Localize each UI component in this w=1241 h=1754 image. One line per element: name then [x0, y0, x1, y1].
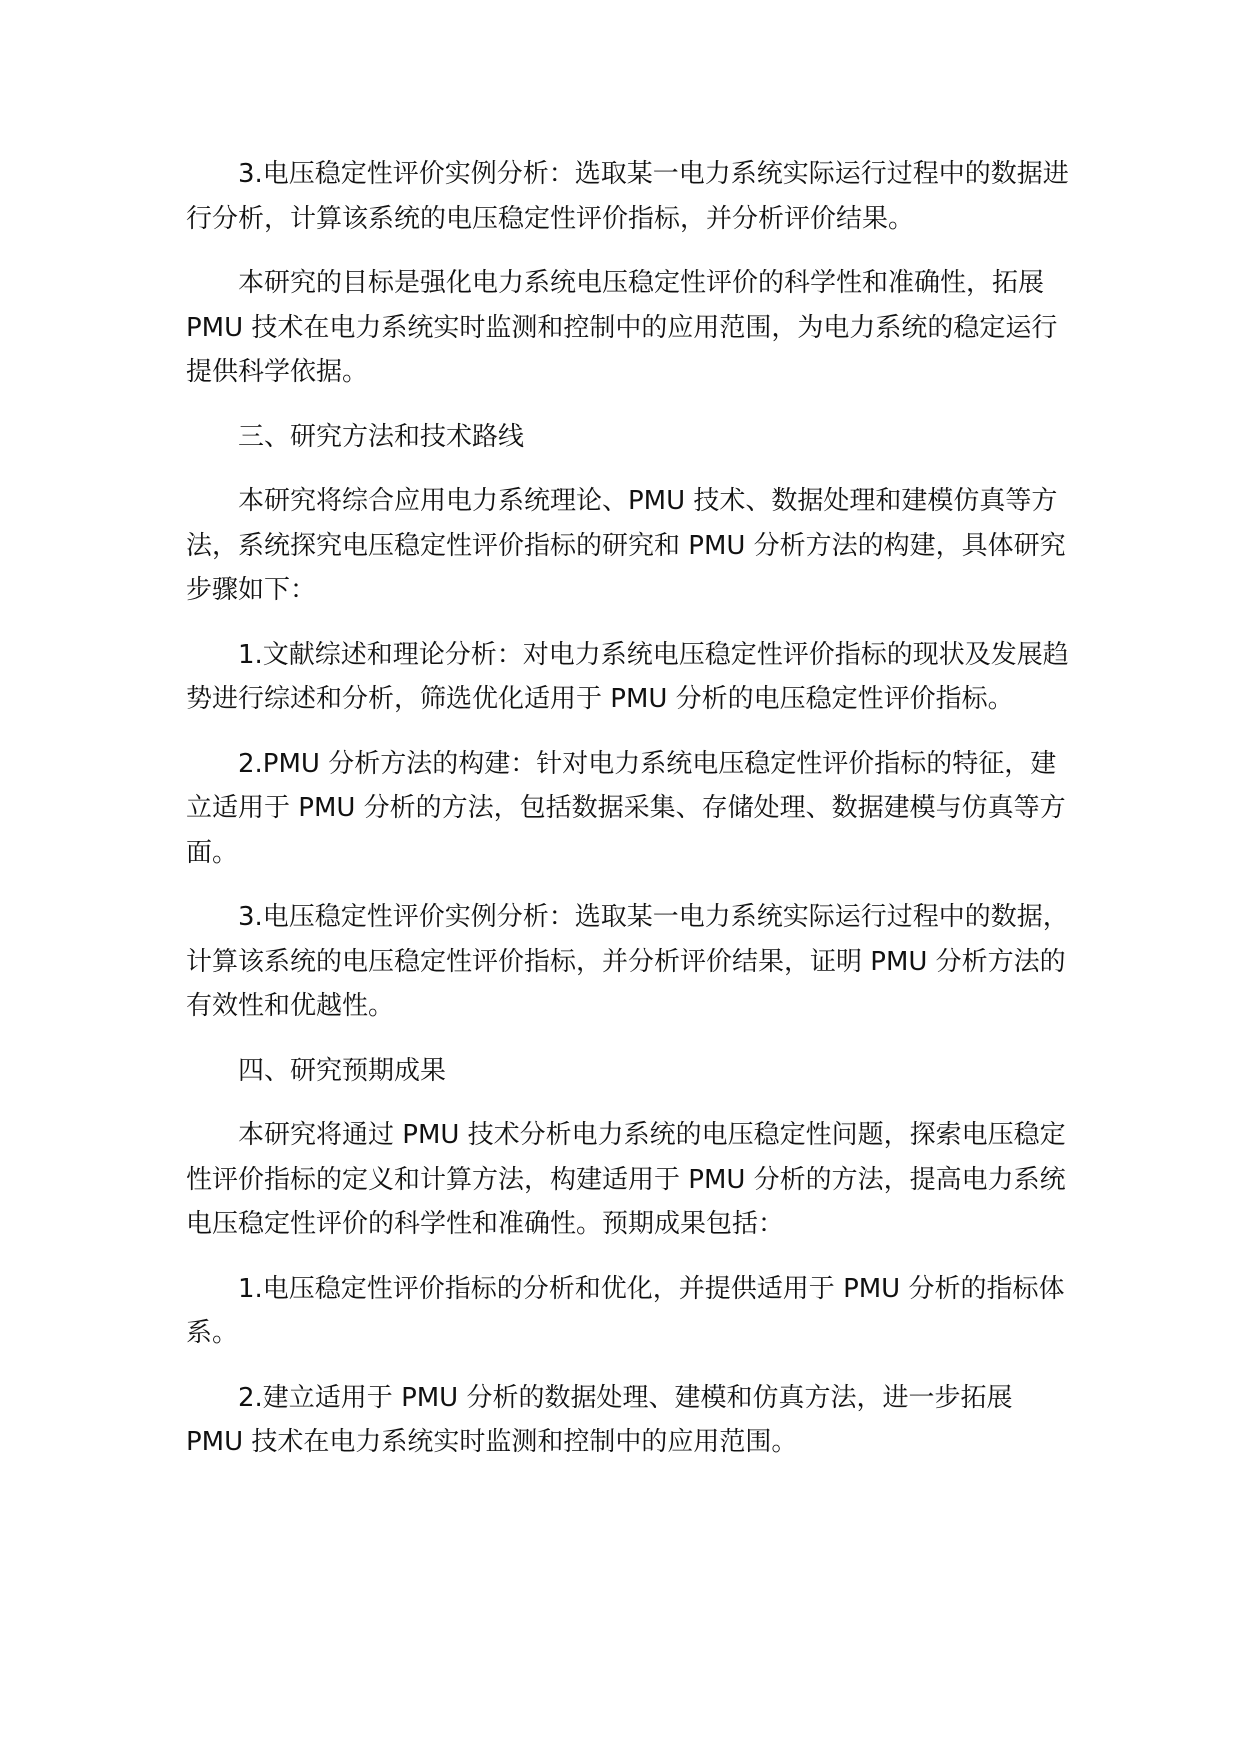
- paragraph-methods-overview: 本研究将综合应用电力系统理论、PMU 技术、数据处理和建模仿真等方法，系统探究电压稳定性评价指标的研究和 PMU 分析方法的构建，具体研究步骤如下：: [186, 486, 1066, 605]
- paragraph-step-case-analysis: 3.电压稳定性评价实例分析：选取某一电力系统实际运行过程中的数据，计算该系统的电压稳定性评价指标，并分析评价结果，证明 PMU 分析方法的有效性和优越性。: [186, 902, 1069, 1021]
- document-body: [186, 152, 1076, 1485]
- paragraph-expected-results-overview: 本研究将通过 PMU 技术分析电力系统的电压稳定性问题，探索电压稳定性评价指标的定义和计算方法，构建适用于 PMU 分析的方法，提高电力系统电压稳定性评价的科学性和准确性。预期成果包括：: [186, 1120, 1066, 1239]
- paragraph-step-literature-review: 1.文献综述和理论分析：对电力系统电压稳定性评价指标的现状及发展趋势进行综述和分析，筛选优化适用于 PMU 分析的电压稳定性评价指标。: [186, 639, 1069, 714]
- paragraph-step-pmu-method: 2.PMU 分析方法的构建：针对电力系统电压稳定性评价指标的特征，建立适用于 PMU 分析的方法，包括数据采集、存储处理、数据建模与仿真等方面。: [186, 748, 1066, 868]
- paragraph-result-indicator-system: 1.电压稳定性评价指标的分析和优化，并提供适用于 PMU 分析的指标体系。: [186, 1273, 1065, 1348]
- paragraph-result-methods: 2.建立适用于 PMU 分析的数据处理、建模和仿真方法，进一步拓展 PMU 技术在电力系统实时监测和控制中的应用范围。: [186, 1382, 1013, 1457]
- paragraph-case-analysis-intro: 3.电压稳定性评价实例分析：选取某一电力系统实际运行过程中的数据进行分析，计算该系统的电压稳定性评价指标，并分析评价结果。: [186, 159, 1069, 234]
- section-heading-methods: 三、研究方法和技术路线: [238, 421, 525, 452]
- section-heading-expected-results: 四、研究预期成果: [238, 1055, 447, 1086]
- paragraph-research-goal: 本研究的目标是强化电力系统电压稳定性评价的科学性和准确性，拓展 PMU 技术在电力系统实时监测和控制中的应用范围，为电力系统的稳定运行提供科学依据。: [186, 268, 1058, 387]
